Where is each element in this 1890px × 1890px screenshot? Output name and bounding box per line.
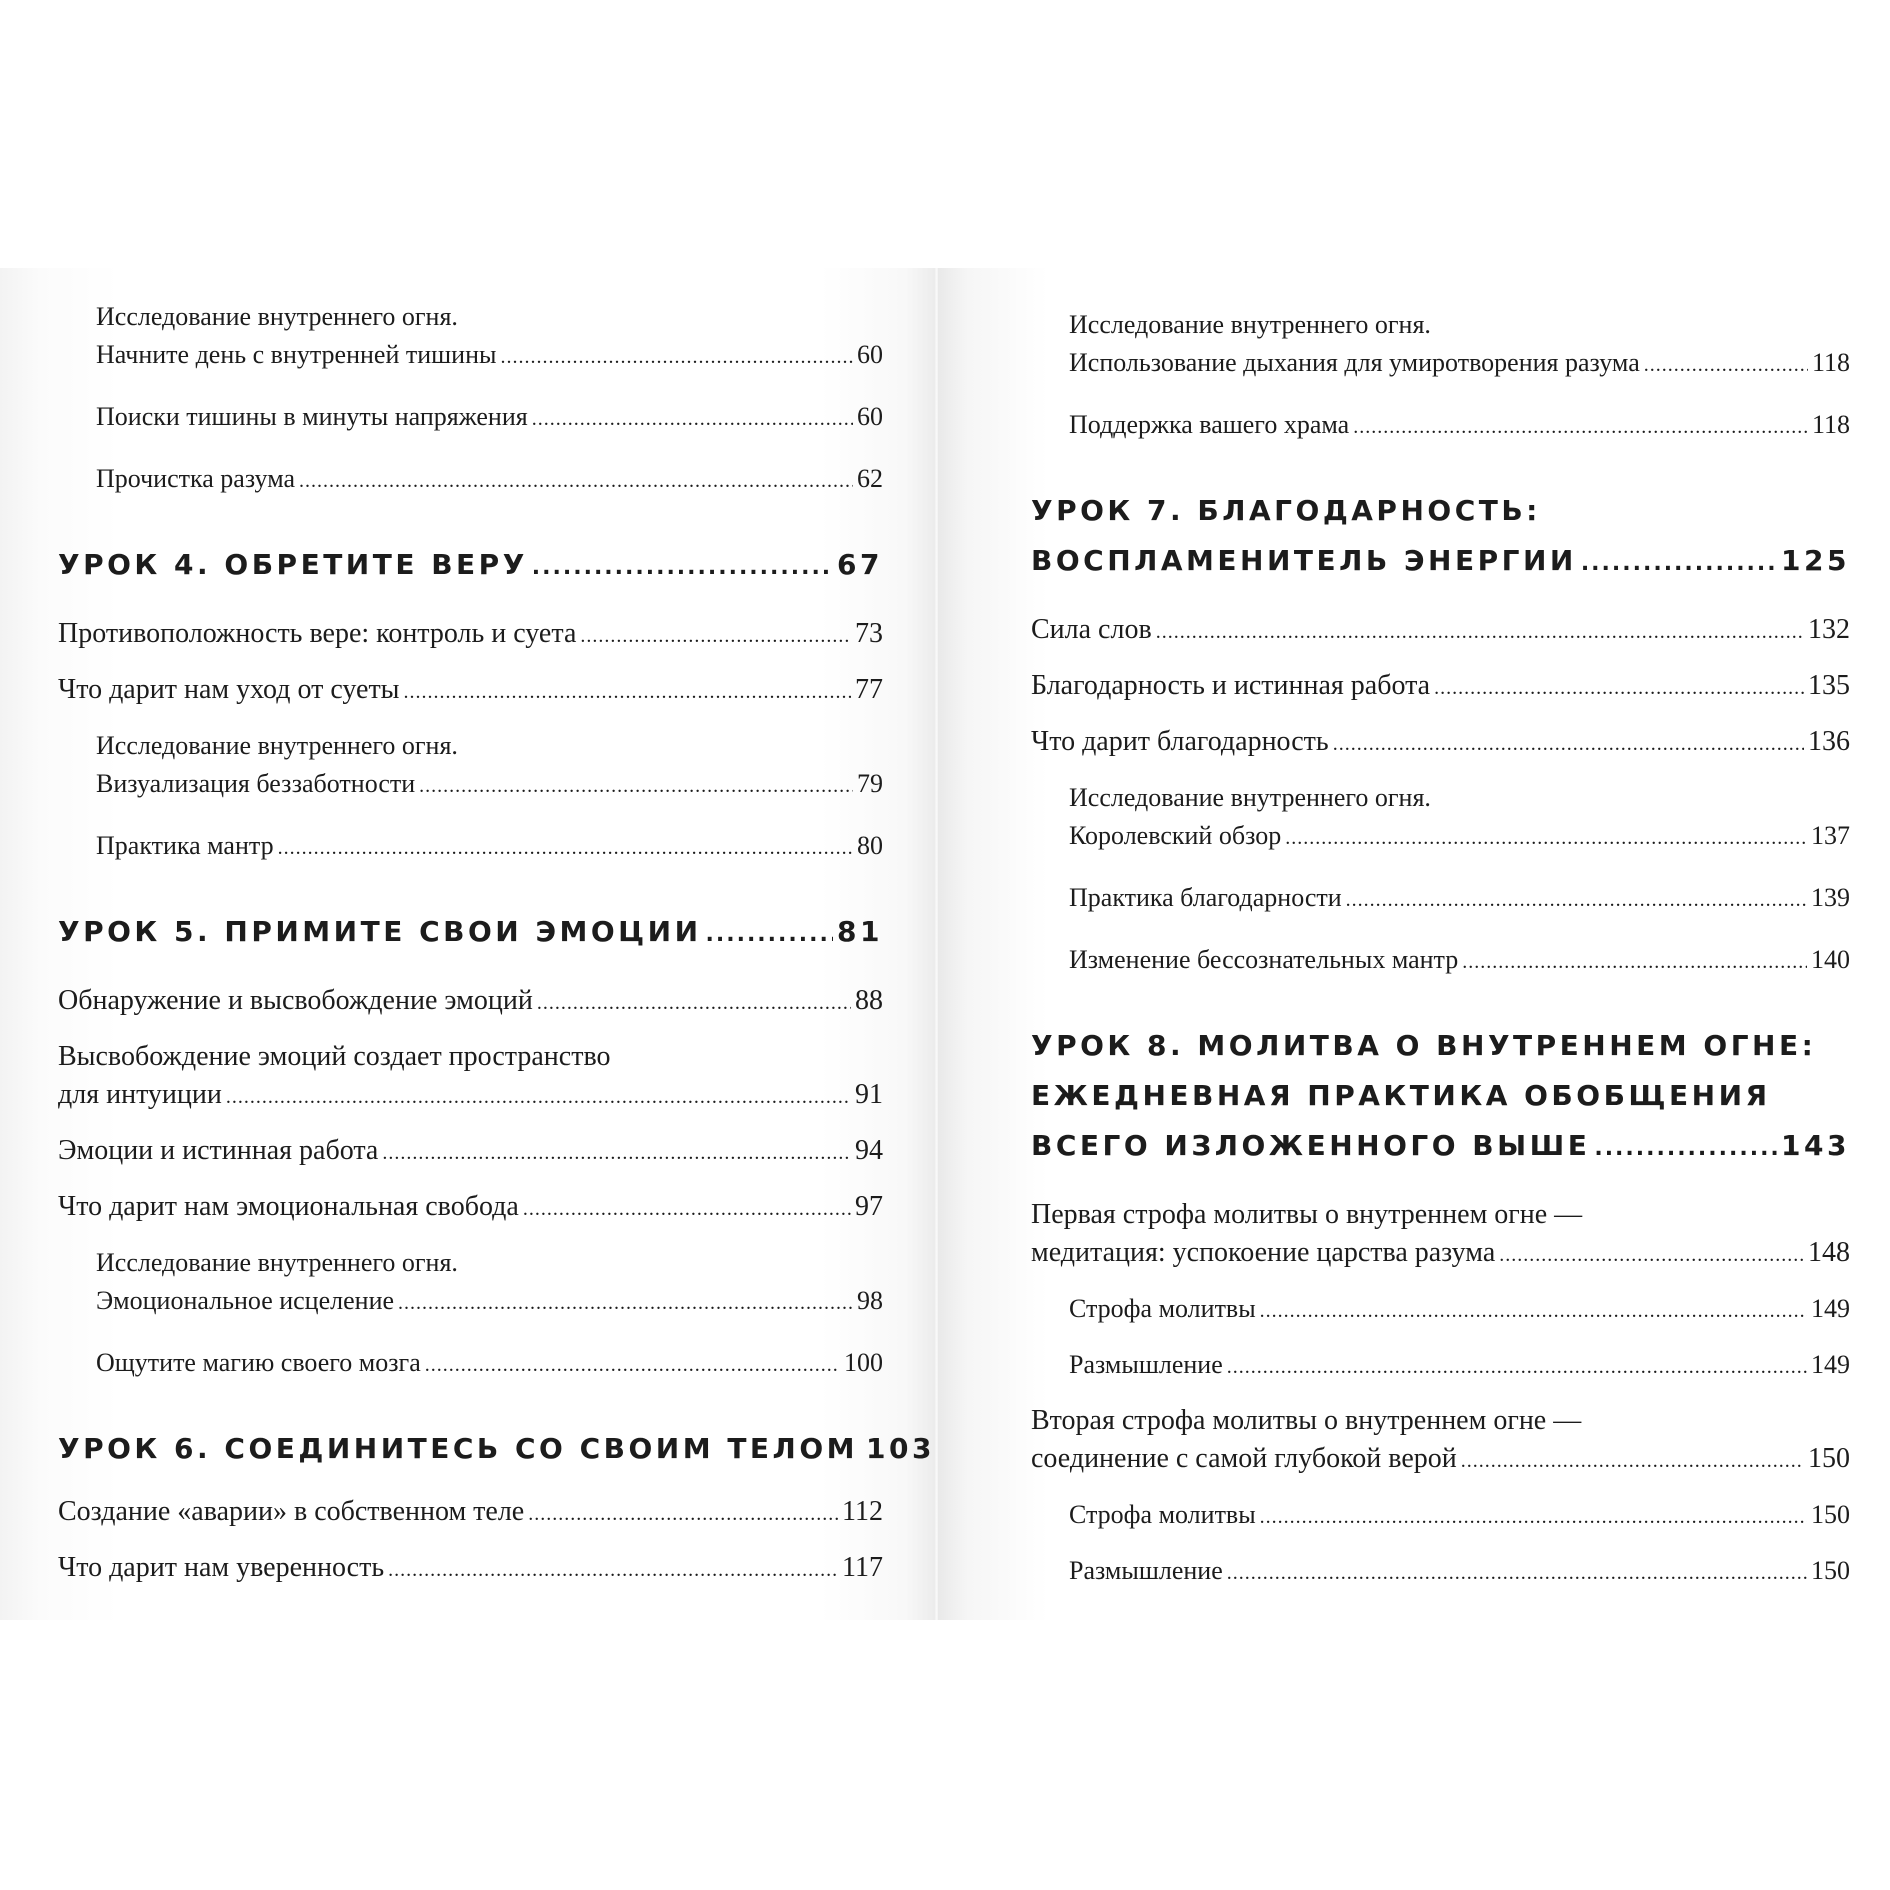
leader-dots	[532, 543, 833, 593]
toc-entry-page: 118	[1811, 348, 1850, 377]
toc-entry	[96, 398, 883, 438]
toc-entry-lead: Исследование внутреннего огня.	[96, 1248, 458, 1277]
toc-entry	[1069, 406, 1850, 446]
toc-entry-title: Прочистка разума	[96, 464, 296, 493]
toc-entry-lead: Исследование внутреннего огня.	[96, 731, 458, 760]
leader-dots	[299, 462, 853, 500]
chapter-title-line: УРОК 8. МОЛИТВА О ВНУТРЕННЕМ ОГНЕ:	[1031, 1029, 1817, 1062]
chapter-page: 81	[837, 915, 883, 948]
leader-dots	[500, 338, 853, 376]
toc-entry-page: 73	[855, 618, 883, 649]
toc-entry	[58, 1132, 883, 1172]
toc-entry-page: 77	[855, 674, 883, 705]
toc-entry	[96, 1344, 883, 1384]
toc-entry-page: 148	[1808, 1237, 1850, 1268]
toc-entry-page: 140	[1811, 945, 1850, 974]
toc-entry	[1069, 1346, 1850, 1386]
chapter-title: ВОСПЛАМЕНИТЕЛЬ ЭНЕРГИИ	[1031, 544, 1577, 577]
toc-entry	[1069, 1290, 1850, 1330]
leader-dots	[425, 1346, 840, 1384]
toc-entry-title: соединение с самой глубокой верой	[1031, 1443, 1457, 1474]
toc-entry-title: Что дарит нам уверенность	[58, 1552, 385, 1583]
toc-entry-page: 132	[1808, 614, 1850, 645]
toc-entry	[58, 1038, 883, 1116]
leader-dots	[1333, 725, 1804, 763]
toc-chapter-heading	[58, 907, 883, 960]
toc-entry	[1069, 1496, 1850, 1536]
toc-page-right	[938, 268, 1890, 1620]
toc-entry-page: 60	[857, 340, 883, 369]
toc-entry-title: Что дарит нам эмоциональная свобода	[58, 1191, 519, 1222]
leader-dots	[1434, 669, 1804, 707]
toc-entry-page: 97	[855, 1191, 883, 1222]
chapter-page: 67	[837, 548, 883, 581]
toc-entry-lead: Первая строфа молитвы о внутреннем огне —	[1031, 1199, 1583, 1230]
toc-entry-title: Начните день с внутренней тишины	[96, 340, 497, 369]
toc-entry-page: 118	[1811, 410, 1850, 439]
toc-entry-page: 88	[855, 985, 883, 1016]
chapter-page: 125	[1781, 544, 1850, 577]
leader-dots	[382, 1134, 851, 1172]
leader-dots	[537, 984, 851, 1022]
toc-entry-title: Обнаружение и высвобождение эмоций	[58, 985, 533, 1016]
toc-entry	[1069, 779, 1850, 857]
toc-entry-title: Эмоциональное исцеление	[96, 1286, 395, 1315]
toc-entry-lead: Вторая строфа молитвы о внутреннем огне —	[1031, 1405, 1582, 1436]
toc-entry-lead: Исследование внутреннего огня.	[96, 302, 458, 331]
toc-entry-title: Благодарность и истинная работа	[1031, 670, 1431, 701]
toc-entry-title: Использование дыхания для умиротворения разума	[1069, 348, 1640, 377]
toc-entry-page: 112	[842, 1496, 883, 1527]
toc-entry	[1031, 1402, 1850, 1480]
chapter-title-line: ЕЖЕДНЕВНАЯ ПРАКТИКА ОБОБЩЕНИЯ	[1031, 1079, 1771, 1112]
chapter-title-line: УРОК 7. БЛАГОДАРНОСТЬ:	[1031, 494, 1541, 527]
toc-entry-title: медитация: успокоение царства разума	[1031, 1237, 1496, 1268]
toc-entry-page: 100	[844, 1348, 883, 1377]
toc-entry-page: 135	[1808, 670, 1850, 701]
leader-dots	[1461, 1442, 1804, 1480]
leader-dots	[1285, 819, 1807, 857]
leader-dots	[278, 829, 853, 867]
toc-entry-page: 136	[1808, 726, 1850, 757]
leader-dots	[1581, 539, 1777, 589]
toc-entry-title: Создание «аварии» в собственном теле	[58, 1496, 525, 1527]
toc-entry	[1069, 1552, 1850, 1592]
toc-entry-title: Строфа молитвы	[1069, 1294, 1256, 1323]
toc-chapter-heading	[1031, 486, 1850, 589]
leader-dots	[1227, 1554, 1807, 1592]
toc-entry	[96, 827, 883, 867]
leader-dots	[1499, 1236, 1804, 1274]
toc-entry-title: Противоположность вере: контроль и суета	[58, 618, 577, 649]
toc-entry	[58, 1188, 883, 1228]
leader-dots	[580, 617, 851, 655]
toc-chapter-heading	[58, 1424, 935, 1477]
toc-entry-title: Визуализация беззаботности	[96, 769, 416, 798]
leader-dots	[404, 673, 852, 711]
toc-entry	[58, 1549, 883, 1589]
leader-dots	[523, 1190, 851, 1228]
toc-entry	[96, 727, 883, 805]
leader-dots	[528, 1495, 838, 1533]
toc-entry	[1031, 723, 1850, 763]
toc-entry-page: 150	[1811, 1500, 1850, 1529]
leader-dots	[419, 767, 853, 805]
toc-entry	[1031, 1196, 1850, 1274]
leader-dots	[1346, 881, 1807, 919]
toc-entry-page: 79	[857, 769, 883, 798]
toc-entry-lead: Высвобождение эмоций создает пространство	[58, 1041, 611, 1072]
toc-entry-title: Размышление	[1069, 1350, 1223, 1379]
toc-entry-page: 150	[1808, 1443, 1850, 1474]
toc-entry-title: Практика мантр	[96, 831, 274, 860]
toc-entry	[58, 671, 883, 711]
toc-entry-page: 117	[842, 1552, 883, 1583]
toc-entry-page: 149	[1811, 1294, 1850, 1323]
toc-entry-page: 149	[1811, 1350, 1850, 1379]
chapter-title: УРОК 6. СОЕДИНИТЕСЬ СО СВОИМ ТЕЛОМ	[58, 1432, 858, 1465]
toc-entry-page: 98	[857, 1286, 883, 1315]
toc-entry-lead: Исследование внутреннего огня.	[1069, 783, 1431, 812]
toc-entry	[58, 615, 883, 655]
toc-entry	[1069, 879, 1850, 919]
toc-entry-title: Практика благодарности	[1069, 883, 1342, 912]
toc-entry	[1069, 306, 1850, 384]
leader-dots	[388, 1551, 838, 1589]
toc-entry-page: 80	[857, 831, 883, 860]
toc-entry	[58, 1493, 883, 1533]
toc-entry-page: 91	[855, 1079, 883, 1110]
toc-entry-title: Поиски тишины в минуты напряжения	[96, 402, 528, 431]
toc-entry-page: 150	[1811, 1556, 1850, 1585]
leader-dots	[226, 1078, 851, 1116]
toc-entry	[1069, 941, 1850, 981]
toc-entry-title: для интуиции	[58, 1079, 222, 1110]
leader-dots	[706, 910, 834, 960]
toc-entry	[96, 460, 883, 500]
toc-entry-title: Эмоции и истинная работа	[58, 1135, 379, 1166]
leader-dots	[1353, 408, 1808, 446]
toc-entry	[96, 298, 883, 376]
toc-entry-title: Размышление	[1069, 1556, 1223, 1585]
toc-entry	[1031, 611, 1850, 651]
chapter-title: УРОК 5. ПРИМИТЕ СВОИ ЭМОЦИИ	[58, 915, 702, 948]
toc-chapter-heading	[1031, 1021, 1850, 1174]
leader-dots	[1462, 943, 1807, 981]
toc-entry-title: Королевский обзор	[1069, 821, 1282, 850]
toc-entry-page: 94	[855, 1135, 883, 1166]
leader-dots	[1260, 1498, 1807, 1536]
toc-entry-title: Что дарит нам уход от суеты	[58, 674, 400, 705]
toc-entry	[1031, 667, 1850, 707]
toc-entry	[96, 1244, 883, 1322]
leader-dots	[532, 400, 853, 438]
leader-dots	[1644, 346, 1808, 384]
leader-dots	[1594, 1124, 1777, 1174]
chapter-title: УРОК 4. ОБРЕТИТЕ ВЕРУ	[58, 548, 528, 581]
toc-entry	[58, 982, 883, 1022]
chapter-page: 143	[1781, 1129, 1850, 1162]
toc-entry-title: Сила слов	[1031, 614, 1152, 645]
leader-dots	[398, 1284, 853, 1322]
toc-entry-lead: Исследование внутреннего огня.	[1069, 310, 1431, 339]
chapter-title: ВСЕГО ИЗЛОЖЕННОГО ВЫШЕ	[1031, 1129, 1591, 1162]
leader-dots	[1227, 1348, 1807, 1386]
toc-entry-title: Ощутите магию своего мозга	[96, 1348, 421, 1377]
toc-entry-page: 62	[857, 464, 883, 493]
toc-entry-page: 60	[857, 402, 883, 431]
toc-page-left	[0, 268, 935, 1620]
leader-dots	[1156, 613, 1804, 651]
toc-entry-title: Строфа молитвы	[1069, 1500, 1256, 1529]
leader-dots	[1260, 1292, 1807, 1330]
toc-entry-title: Поддержка вашего храма	[1069, 410, 1350, 439]
toc-chapter-heading	[58, 540, 883, 593]
toc-entry-page: 139	[1811, 883, 1850, 912]
toc-entry-title: Что дарит благодарность	[1031, 726, 1329, 757]
toc-entry-title: Изменение бессознательных мантр	[1069, 945, 1459, 974]
toc-entry-page: 137	[1811, 821, 1850, 850]
chapter-page: 103	[865, 1432, 935, 1465]
